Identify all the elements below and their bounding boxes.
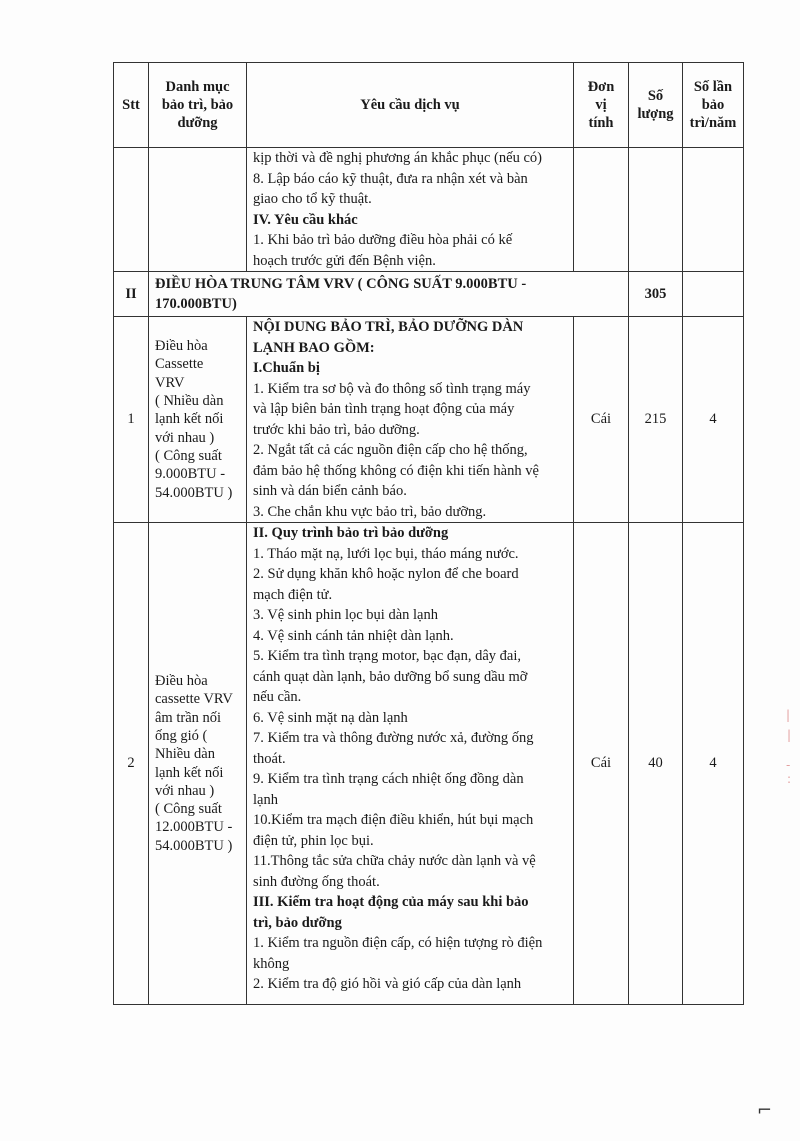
section-quantity: 305 [629,272,683,317]
initial-mark: ⌐ [756,1100,772,1121]
item-times: 4 [683,317,744,523]
section-row [114,272,744,317]
item-requirements: II. Quy trình bảo trì bảo dưỡng 1. Tháo mặt nạ, lưới lọc bụi, tháo máng nước. 2. Sử dụng khăn khô hoặc nylon để che board mạch điện tử. 3. Vệ sinh phin lọc bụi dàn lạnh 4. Vệ sinh cánh tản nhiệt dàn lạnh. 5. Kiểm tra tình trạng motor, bạc đạn, dây đai, cánh quạt dàn lạnh, bảo dưỡng bổ sung dầu mỡ nếu cần. 6. Vệ sinh mặt nạ dàn lạnh 7. Kiểm tra và thông đường nước xả, đường ống thoát. 9. Kiểm tra tình trạng cách nhiệt ống đồng dàn lạnh 10.Kiểm tra mạch điện điều khiển, hút bụi mạch điện tử, phin lọc bụi. 11.Thông tắc sửa chữa chảy nước dàn lạnh và vệ sinh đường ống thoát. III. Kiểm tra hoạt động của máy sau khi bảo trì, bảo dưỡng 1. Kiểm tra nguồn điện cấp, có hiện tượng rò điện không 2. Kiểm tra độ gió hồi và gió cấp của dàn lạnh [247,523,574,1005]
header-requirement: Yêu cầu dịch vụ [247,63,574,148]
item-category: Điều hòa Cassette VRV ( Nhiều dàn lạnh kết nối với nhau ) ( Công suất 9.000BTU - 54.000BTU ) [149,317,247,523]
scan-margin-mark: | [786,708,791,722]
item-row-2 [114,523,744,1005]
item-quantity: 40 [629,523,683,1005]
header-category: Danh mục bảo trì, bảo dưỡng [149,63,247,148]
item-requirements: NỘI DUNG BẢO TRÌ, BẢO DƯỠNG DÀN LẠNH BAO GỒM: I.Chuẩn bị 1. Kiểm tra sơ bộ và đo thông số tình trạng máy và lập biên bản tình trạng hoạt động của máy trước khi bảo trì, bảo dưỡng. 2. Ngắt tất cả các nguồn điện cấp cho hệ thống, đảm bảo hệ thống không có điện khi tiến hành vệ sinh và dán biển cảnh báo. 3. Che chắn khu vực bảo trì, bảo dưỡng. [247,317,574,523]
scan-margin-mark: : [787,772,792,786]
header-quantity: Số lượng [629,63,683,148]
item-row-1 [114,317,744,523]
section-title: ĐIỀU HÒA TRUNG TÂM VRV ( CÔNG SUẤT 9.000BTU - 170.000BTU) [149,272,629,317]
item-category: Điều hòa cassette VRV âm trần nối ống gió ( Nhiều dàn lạnh kết nối với nhau ) ( Công suất 12.000BTU - 54.000BTU ) [149,523,247,1005]
item-unit: Cái [574,523,629,1005]
header-row [114,63,744,148]
maintenance-table [113,62,744,1005]
item-quantity: 215 [629,317,683,523]
section-stt: II [114,272,149,317]
continuation-row [114,148,744,272]
scan-margin-mark: | [787,728,792,742]
item-stt: 2 [114,523,149,1005]
item-times: 4 [683,523,744,1005]
item-unit: Cái [574,317,629,523]
header-times: Số lần bảo trì/năm [683,63,744,148]
continuation-requirements: kịp thời và đề nghị phương án khắc phục (nếu có) 8. Lập báo cáo kỹ thuật, đưa ra nhận xét và bàn giao cho tổ kỹ thuật. IV. Yêu cầu khác 1. Khi bảo trì bảo dưỡng điều hòa phải có kế hoạch trước gửi đến Bệnh viện. [247,148,574,272]
header-unit: Đơn vị tính [574,63,629,148]
item-stt: 1 [114,317,149,523]
header-stt: Stt [114,63,149,148]
scan-margin-mark: - [786,758,791,772]
